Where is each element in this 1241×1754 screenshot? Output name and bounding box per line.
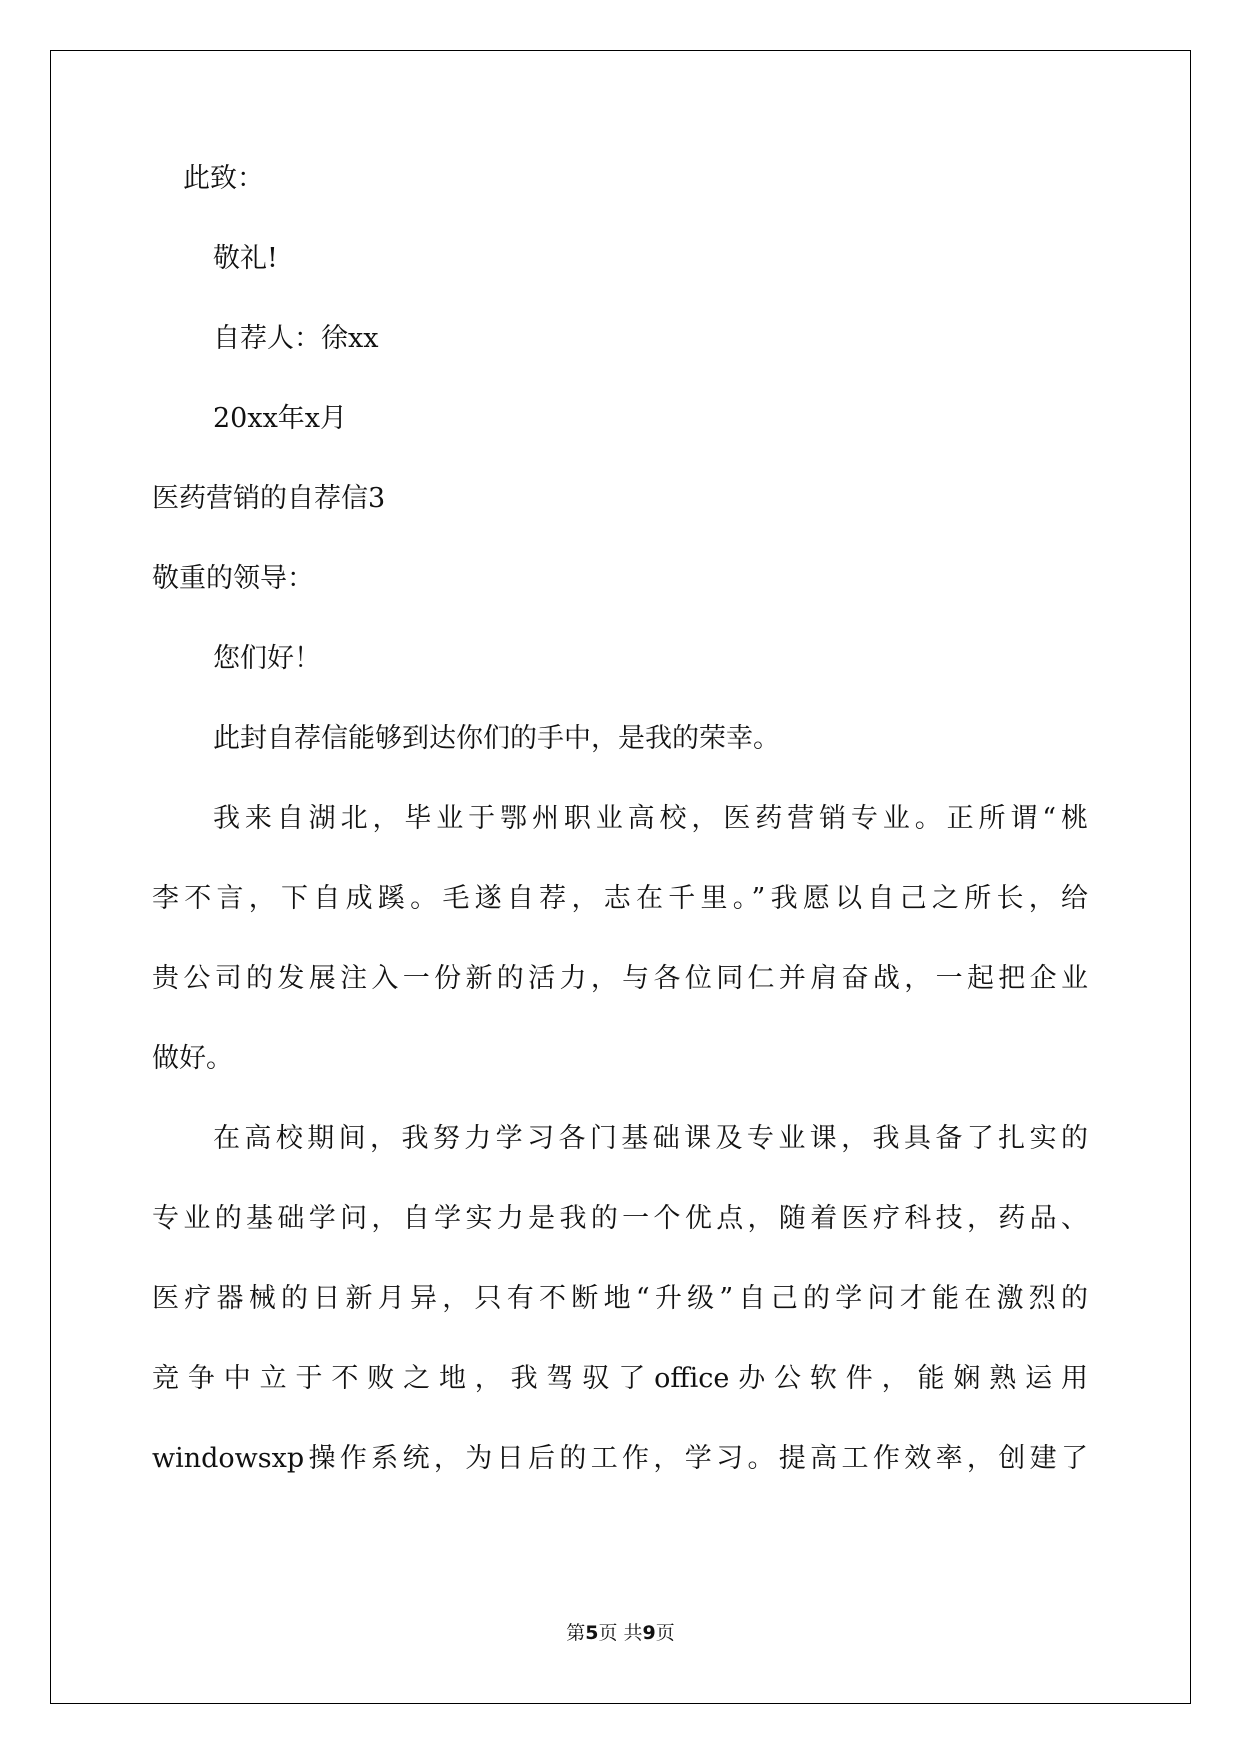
page-number: 5	[585, 1622, 599, 1644]
page-footer	[0, 1618, 1241, 1645]
section-title: 医药营销的自荐信3	[152, 483, 386, 514]
total-pages: 9	[642, 1622, 656, 1644]
salutation: 敬重的领导：	[152, 563, 314, 594]
paragraph-line: 专业的基础学问，自学实力是我的一个优点，随着医疗科技，药品、	[152, 1203, 1088, 1234]
footer-prefix: 第	[566, 1622, 586, 1644]
signature-line: 自荐人：徐xx	[213, 323, 379, 354]
paragraph-line: 李不言，下自成蹊。毛遂自荐，志在千里。”我愿以自己之所长，给	[152, 883, 1088, 914]
footer-mid: 页 共	[598, 1622, 643, 1644]
footer-suffix: 页	[655, 1622, 675, 1644]
closing-regards: 敬礼!	[213, 243, 278, 274]
paragraph-line: 做好。	[152, 1043, 233, 1074]
paragraph-line: 此封自荐信能够到达你们的手中，是我的荣幸。	[213, 723, 780, 754]
paragraph-line: 我来自湖北，毕业于鄂州职业高校，医药营销专业。正所谓“桃	[213, 803, 1088, 834]
closing-salutation: 此致：	[183, 163, 264, 194]
greeting: 您们好！	[213, 643, 321, 674]
paragraph-line: 医疗器械的日新月异，只有不断地“升级”自己的学问才能在激烈的	[152, 1283, 1088, 1314]
paragraph-line: 竞争中立于不败之地，我驾驭了office办公软件，能娴熟运用	[152, 1363, 1088, 1394]
paragraph-line: windowsxp操作系统，为日后的工作，学习。提高工作效率，创建了	[152, 1443, 1088, 1474]
paragraph-line: 在高校期间，我努力学习各门基础课及专业课，我具备了扎实的	[213, 1123, 1088, 1154]
date-line: 20xx年x月	[213, 403, 348, 434]
paragraph-line: 贵公司的发展注入一份新的活力，与各位同仁并肩奋战，一起把企业	[152, 963, 1088, 994]
